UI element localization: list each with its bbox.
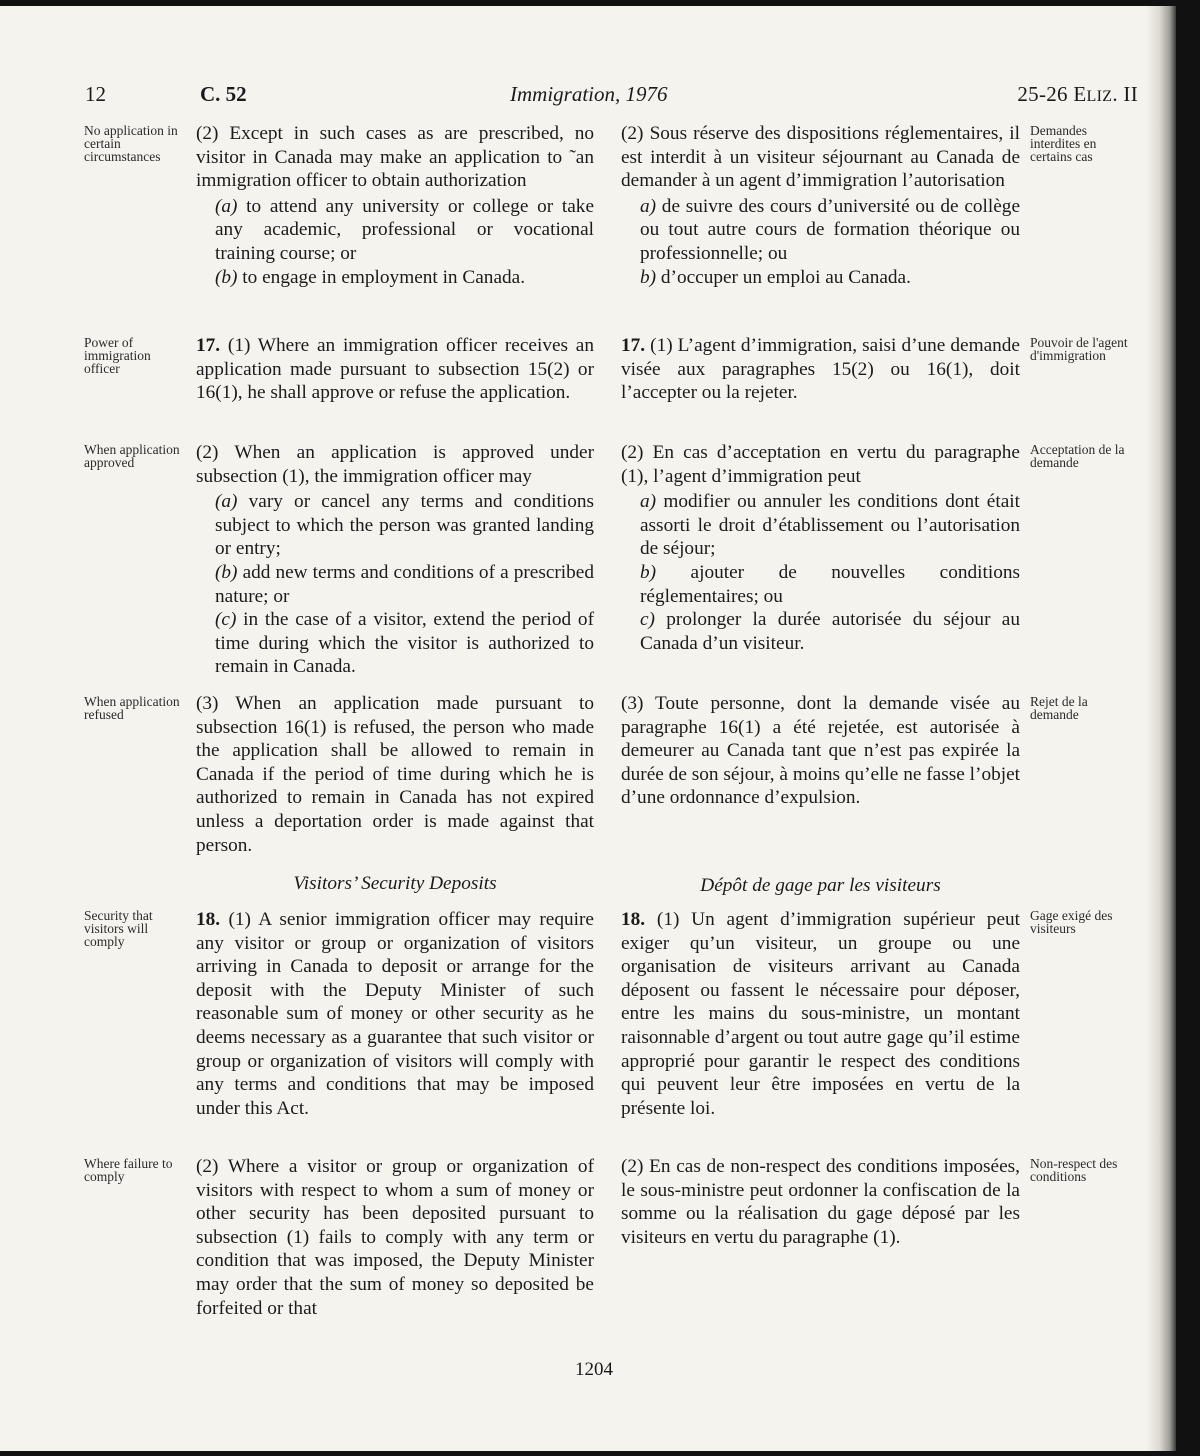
en-17-1-text: (1) Where an immigration officer receives an application made pursuant to subsection 15(2) or 16(1), he shall approve or refuse the application. xyxy=(196,335,594,404)
margin-note-rejet: Rejet de la demande xyxy=(1030,694,1088,722)
en-18-1-text: (1) A senior immigration officer may require any visitor or group or organization of visitors arriving in Canada to deposit or arrange for the deposit with the Deputy Minister of such reasonable sum of money or other security as he deems necessary as a guarantee that such visitor or group or organization of visitors will comply with any terms and conditions that may be imposed under this Act. xyxy=(196,909,594,1119)
margin-note-failure-comply: Where failure to comply xyxy=(84,1156,173,1184)
en-section-18-1 xyxy=(196,908,594,1120)
en-17-2-intro: (2) When an application is approved under subsection (1), the immigration officer may xyxy=(196,442,594,487)
en-17-2-item-a: (a) vary or cancel any terms and conditions subject to which the person was granted landing or entry; xyxy=(215,491,594,560)
en-18-number: 18. xyxy=(196,909,221,930)
fr-16-2-item-b: b) d’occuper un emploi au Canada. xyxy=(640,266,911,288)
en-16-2-item-b: (b) to engage in employment in Canada. xyxy=(215,266,526,288)
fr-17-number: 17. xyxy=(621,335,646,356)
fr-18-2-text: (2) En cas de non-respect des conditions imposées, le sous-ministre peut ordonner la confiscation de la somme ou la réalisation du gage déposé par les visiteurs en vertu du paragraphe (1). xyxy=(621,1156,1020,1248)
en-16-2-intro: (2) Except in such cases as are prescribed, no visitor in Canada may make an application to ˜an immigration officer to obtain authorization xyxy=(196,123,594,192)
fr-18-number: 18. xyxy=(621,909,646,930)
fr-section-17-1 xyxy=(621,334,1020,405)
en-section-16-2 xyxy=(196,122,594,289)
en-section-18-2 xyxy=(196,1155,594,1320)
en-heading-security-deposits: Visitors’ Security Deposits xyxy=(293,873,497,894)
header-title: Immigration, 1976 xyxy=(510,82,668,106)
en-section-17-3 xyxy=(196,692,594,857)
margin-note-pouvoir-agent: Pouvoir de l'agent d'immigration xyxy=(1030,335,1128,363)
en-section-17-2 xyxy=(196,441,594,679)
fr-17-2-item-b: b) ajouter de nouvelles conditions réglementaires; ou xyxy=(640,561,1020,607)
header-regnal-year: 25-26 ELIZ. II xyxy=(1017,82,1138,106)
book-spine-shadow xyxy=(1146,6,1176,1451)
margin-note-gage-exige: Gage exigé des visiteurs xyxy=(1030,908,1113,936)
en-17-2-item-b: (b) add new terms and conditions of a prescribed nature; or xyxy=(215,561,594,607)
margin-note-no-application: No application in certain circumstances xyxy=(84,123,178,164)
en-17-3-text: (3) When an application made pursuant to subsection 16(1) is refused, the person who made the application shall be allowed to remain in Canada if the period of time during which he is authorized to remain in Canada has not expired unless a deportation order is made against that person. xyxy=(196,693,594,856)
fr-heading-depot-de-gage: Dépôt de gage par les visiteurs xyxy=(700,875,941,896)
margin-note-acceptation: Acceptation de la demande xyxy=(1030,442,1125,470)
margin-note-security-comply: Security that visitors will comply xyxy=(84,908,153,949)
fr-17-2-item-c: c) prolonger la durée autorisée du séjour au Canada d’un visiteur. xyxy=(640,609,1020,654)
en-16-2-item-a: (a) to attend any university or college or take any academic, professional or vocational training course; or xyxy=(215,195,594,264)
en-17-number: 17. xyxy=(196,335,221,356)
fr-section-17-3 xyxy=(621,692,1020,810)
fr-17-1-text: (1) L’agent d’immigration, saisi d’une demande visée aux paragraphes 15(2) ou 16(1), doit l’accepter ou la rejeter. xyxy=(621,335,1020,404)
fr-section-18-2 xyxy=(621,1155,1020,1249)
fr-16-2-intro: (2) Sous réserve des dispositions réglementaires, il est interdit à un visiteur séjournant au Canada de demander à un agent d’immigration l’autorisation xyxy=(621,123,1020,192)
en-section-17-1 xyxy=(196,334,594,405)
fr-17-3-text: (3) Toute personne, dont la demande visée au paragraphe 16(1) a été rejetée, est autorisée à demeurer au Canada tant que n’est pas expirée la durée de son séjour, à moins qu’elle ne fasse l’objet d’une ordonnance d’expulsion. xyxy=(621,693,1020,809)
fr-section-17-2 xyxy=(621,441,1020,655)
header-page-number: 12 xyxy=(85,82,106,106)
header-chapter: C. 52 xyxy=(200,82,247,106)
margin-note-when-approved: When application approved xyxy=(84,442,180,470)
margin-note-when-refused: When application refused xyxy=(84,694,180,722)
fr-section-16-2 xyxy=(621,122,1020,289)
fr-18-1-text: (1) Un agent d’immigration supérieur peut exiger qu’un visiteur, un groupe ou une organisation de visiteurs arrivant au Canada déposent ou fassent le nécessaire pour déposer, entre les mains du sous-ministre, un montant raisonnable d’argent ou tout autre gage qu’il estime approprié pour garantir le respect des conditions qui peuvent leur être imposées en vertu de la présente loi. xyxy=(621,909,1020,1119)
footer-page-number: 1204 xyxy=(575,1359,613,1380)
fr-17-2-intro: (2) En cas d’acceptation en vertu du paragraphe (1), l’agent d’immigration peut xyxy=(621,442,1020,487)
en-17-2-item-c: (c) in the case of a visitor, extend the period of time during which the visitor is authorized to remain in Canada. xyxy=(215,609,594,678)
fr-16-2-item-a: a) de suivre des cours d’université ou de collège ou tout autre cours de formation théorique ou professionnelle; ou xyxy=(640,195,1020,264)
fr-17-2-item-a: a) modifier ou annuler les conditions dont était assorti le droit d’établissement ou l’autorisation de séjour; xyxy=(640,491,1020,560)
statute-page xyxy=(0,6,1176,1451)
margin-note-demandes-interdites: Demandes interdites en certains cas xyxy=(1030,123,1097,164)
margin-note-non-respect: Non-respect des conditions xyxy=(1030,1156,1118,1184)
margin-note-power-of-officer: Power of immigration officer xyxy=(84,335,151,376)
en-18-2-text: (2) Where a visitor or group or organization of visitors with respect to whom a sum of money or other security has been deposited pursuant to subsection (1) fails to comply with any term or condition that was imposed, the Deputy Minister may order that the sum of money so deposited be forfeited or that xyxy=(196,1156,594,1319)
fr-section-18-1 xyxy=(621,908,1020,1120)
